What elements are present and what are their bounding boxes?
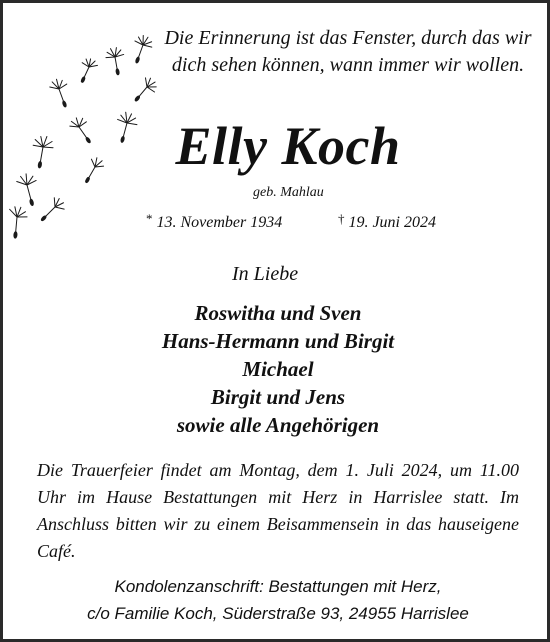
mourner-line: Roswitha und Sven: [194, 301, 362, 325]
death-date: 19. Juni 2024: [348, 214, 436, 231]
birth-date: 13. November 1934: [156, 214, 283, 231]
mourner-line: Birgit und Jens: [210, 385, 346, 409]
condolence-line-2: c/o Familie Koch, Süderstraße 93, 24955 Harrislee: [87, 604, 469, 623]
funeral-details: Die Trauerfeier findet am Montag, dem 1. Juli 2024, um 11.00 Uhr im Hause Bestattungen mit Herz in Harrislee statt. Im Anschluss bitten wir zu einem Beisammensein in das hauseigene Café.: [37, 460, 519, 561]
mourner-line: Hans-Hermann und Birgit: [161, 329, 395, 353]
mourners-list: [103, 299, 453, 439]
condolence-line-1: Kondolenzanschrift: Bestattungen mit Herz,: [114, 577, 442, 596]
death-cross-icon: †: [337, 211, 345, 226]
birth-star-icon: *: [146, 211, 153, 226]
condolence-address: [33, 573, 523, 627]
life-dates: [146, 211, 436, 232]
death-date-group: [338, 211, 436, 232]
mourner-line: Michael: [242, 357, 314, 381]
maiden-name: geb. Mahlau: [253, 185, 324, 200]
deceased-name: Elly Koch: [175, 116, 401, 176]
mourner-line: sowie alle Angehörigen: [176, 413, 380, 437]
in-love-heading: In Liebe: [232, 263, 299, 285]
birth-date-group: [146, 211, 282, 232]
memorial-quote: Die Erinnerung ist das Fenster, durch das wir dich sehen können, wann immer wir wollen.: [164, 27, 532, 76]
